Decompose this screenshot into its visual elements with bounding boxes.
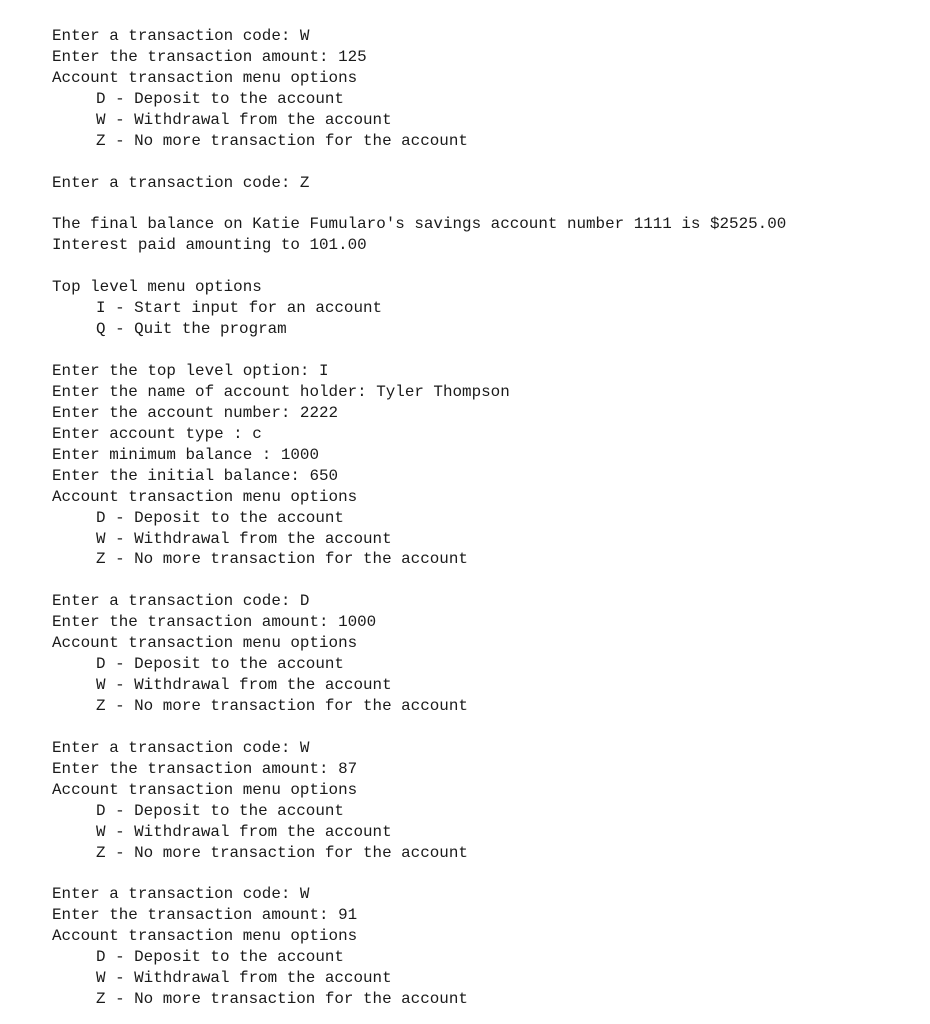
console-line: Z - No more transaction for the account bbox=[96, 550, 468, 569]
console-line: Account transaction menu options bbox=[52, 634, 358, 653]
console-line: Enter a transaction code: W bbox=[52, 738, 310, 757]
console-line: Z - No more transaction for the account bbox=[96, 697, 468, 715]
console-line: The final balance on Katie Fumularo's savings account number 1111 is $2525.00 bbox=[52, 215, 787, 234]
console-line: D - Deposit to the account bbox=[96, 801, 344, 820]
console-line: Enter a transaction code: Z bbox=[52, 173, 310, 192]
console-blank-line bbox=[52, 340, 786, 361]
console-line: Q - Quit the program bbox=[96, 320, 287, 339]
console-line: Account transaction menu options bbox=[52, 487, 358, 506]
console-blank-line bbox=[52, 194, 786, 215]
console-blank-line bbox=[52, 864, 786, 885]
console-line: Enter minimum balance : 1000 bbox=[52, 445, 320, 464]
console-line: W - Withdrawal from the account bbox=[96, 110, 392, 129]
console-line: Account transaction menu options bbox=[52, 68, 358, 87]
console-line: Enter a transaction code: W bbox=[52, 27, 310, 45]
console-line: W - Withdrawal from the account bbox=[96, 822, 392, 841]
console-line: Z - No more transaction for the account bbox=[96, 990, 468, 1009]
console-line: W - Withdrawal from the account bbox=[96, 529, 392, 548]
console-blank-line bbox=[52, 256, 786, 277]
console-line: Z - No more transaction for the account bbox=[96, 843, 468, 862]
console-line: Enter the transaction amount: 125 bbox=[52, 47, 367, 66]
console-line: Enter the name of account holder: Tyler Thompson bbox=[52, 382, 510, 401]
console-line: Enter a transaction code: D bbox=[52, 592, 310, 611]
console-line: W - Withdrawal from the account bbox=[96, 676, 392, 695]
console-line: I - Start input for an account bbox=[96, 299, 383, 318]
console-line: Enter the account number: 2222 bbox=[52, 403, 339, 422]
console-line: Z - No more transaction for the account bbox=[96, 131, 468, 150]
console-line: Enter a transaction code: W bbox=[52, 885, 310, 904]
console-line: Enter account type : c bbox=[52, 424, 262, 443]
console-line: D - Deposit to the account bbox=[96, 508, 344, 527]
console-line: Enter the transaction amount: 1000 bbox=[52, 613, 377, 632]
console-line: Enter the initial balance: 650 bbox=[52, 466, 339, 485]
console-line: D - Deposit to the account bbox=[96, 948, 344, 967]
console-line: Top level menu options bbox=[52, 278, 262, 297]
console-line: D - Deposit to the account bbox=[96, 89, 344, 108]
console-line: Account transaction menu options bbox=[52, 780, 358, 799]
console-line: Enter the transaction amount: 91 bbox=[52, 906, 358, 925]
console-blank-line bbox=[52, 717, 786, 738]
console-line: Interest paid amounting to 101.00 bbox=[52, 236, 367, 255]
console-blank-line bbox=[52, 152, 786, 173]
console-line: D - Deposit to the account bbox=[96, 655, 344, 674]
console-line: Enter the top level option: I bbox=[52, 362, 329, 380]
console-blank-line bbox=[52, 570, 786, 591]
console-line: Account transaction menu options bbox=[52, 927, 358, 946]
console-line: W - Withdrawal from the account bbox=[96, 969, 392, 988]
console-line: Enter the transaction amount: 87 bbox=[52, 759, 358, 778]
console-output bbox=[52, 26, 786, 1010]
